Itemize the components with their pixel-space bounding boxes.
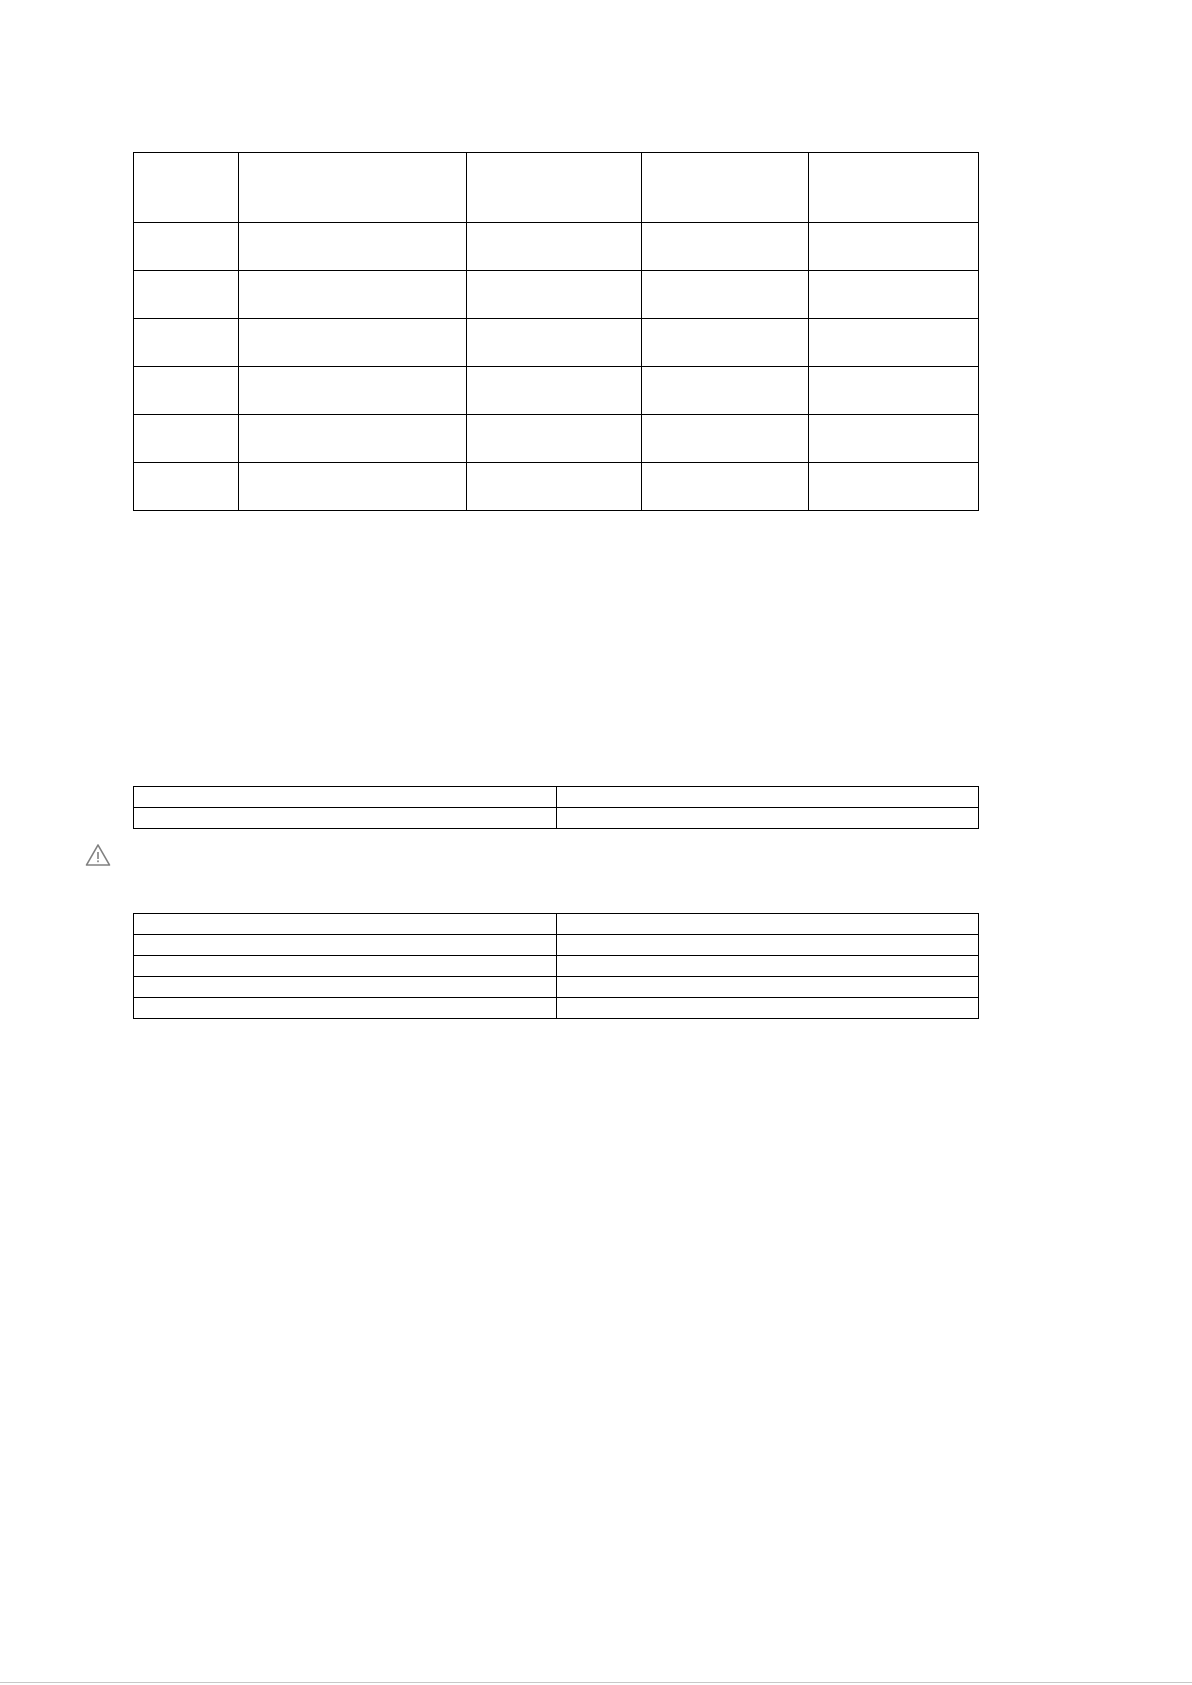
table-cell <box>239 415 467 463</box>
page-bottom-divider <box>0 1682 1192 1683</box>
table-cell <box>239 319 467 367</box>
table-cell <box>809 463 979 511</box>
table-header-cell <box>239 153 467 223</box>
specification-grid-table <box>133 152 979 511</box>
table-row <box>134 808 979 829</box>
table-cell <box>642 367 809 415</box>
two-column-table-lower <box>133 913 979 1019</box>
table-cell <box>467 367 642 415</box>
table-cell-key <box>134 935 557 956</box>
table-header-cell <box>467 153 642 223</box>
table-cell <box>134 463 239 511</box>
table-cell-key <box>134 998 557 1019</box>
table-cell-value <box>557 808 979 829</box>
table-cell <box>467 319 642 367</box>
table-row <box>134 367 979 415</box>
table-cell-key <box>134 914 557 935</box>
table-header-cell <box>809 153 979 223</box>
table-row <box>134 463 979 511</box>
table-row <box>134 787 979 808</box>
table-cell-value <box>557 914 979 935</box>
table-row <box>134 415 979 463</box>
table-cell-value <box>557 935 979 956</box>
table-cell <box>642 223 809 271</box>
table-cell <box>134 271 239 319</box>
table-cell-key <box>134 977 557 998</box>
table-cell <box>809 319 979 367</box>
table-cell <box>642 271 809 319</box>
table-row <box>134 271 979 319</box>
table-cell <box>239 367 467 415</box>
two-column-table-upper <box>133 786 979 829</box>
table-row <box>134 319 979 367</box>
table-row <box>134 223 979 271</box>
table-cell-key <box>134 808 557 829</box>
table-cell <box>134 319 239 367</box>
table-cell <box>134 367 239 415</box>
table-cell <box>809 271 979 319</box>
table-cell <box>134 415 239 463</box>
table-header-cell <box>642 153 809 223</box>
table-row <box>134 998 979 1019</box>
table-header-cell <box>134 153 239 223</box>
table-cell-key <box>134 787 557 808</box>
table-row <box>134 914 979 935</box>
table-cell-value <box>557 977 979 998</box>
table-cell <box>467 223 642 271</box>
table-cell <box>239 223 467 271</box>
table-cell <box>239 463 467 511</box>
table-cell-value <box>557 956 979 977</box>
table-row <box>134 935 979 956</box>
table-cell-key <box>134 956 557 977</box>
warning-triangle-icon <box>85 843 111 867</box>
table-cell <box>809 367 979 415</box>
table-row <box>134 153 979 223</box>
table-cell <box>467 271 642 319</box>
table-cell-value <box>557 787 979 808</box>
table-cell <box>239 271 467 319</box>
table-cell <box>642 463 809 511</box>
table-cell <box>134 223 239 271</box>
table-row <box>134 956 979 977</box>
table-cell <box>642 319 809 367</box>
table-cell <box>809 223 979 271</box>
table-cell <box>467 415 642 463</box>
table-cell-value <box>557 998 979 1019</box>
table-cell <box>467 463 642 511</box>
table-cell <box>809 415 979 463</box>
table-row <box>134 977 979 998</box>
table-cell <box>642 415 809 463</box>
